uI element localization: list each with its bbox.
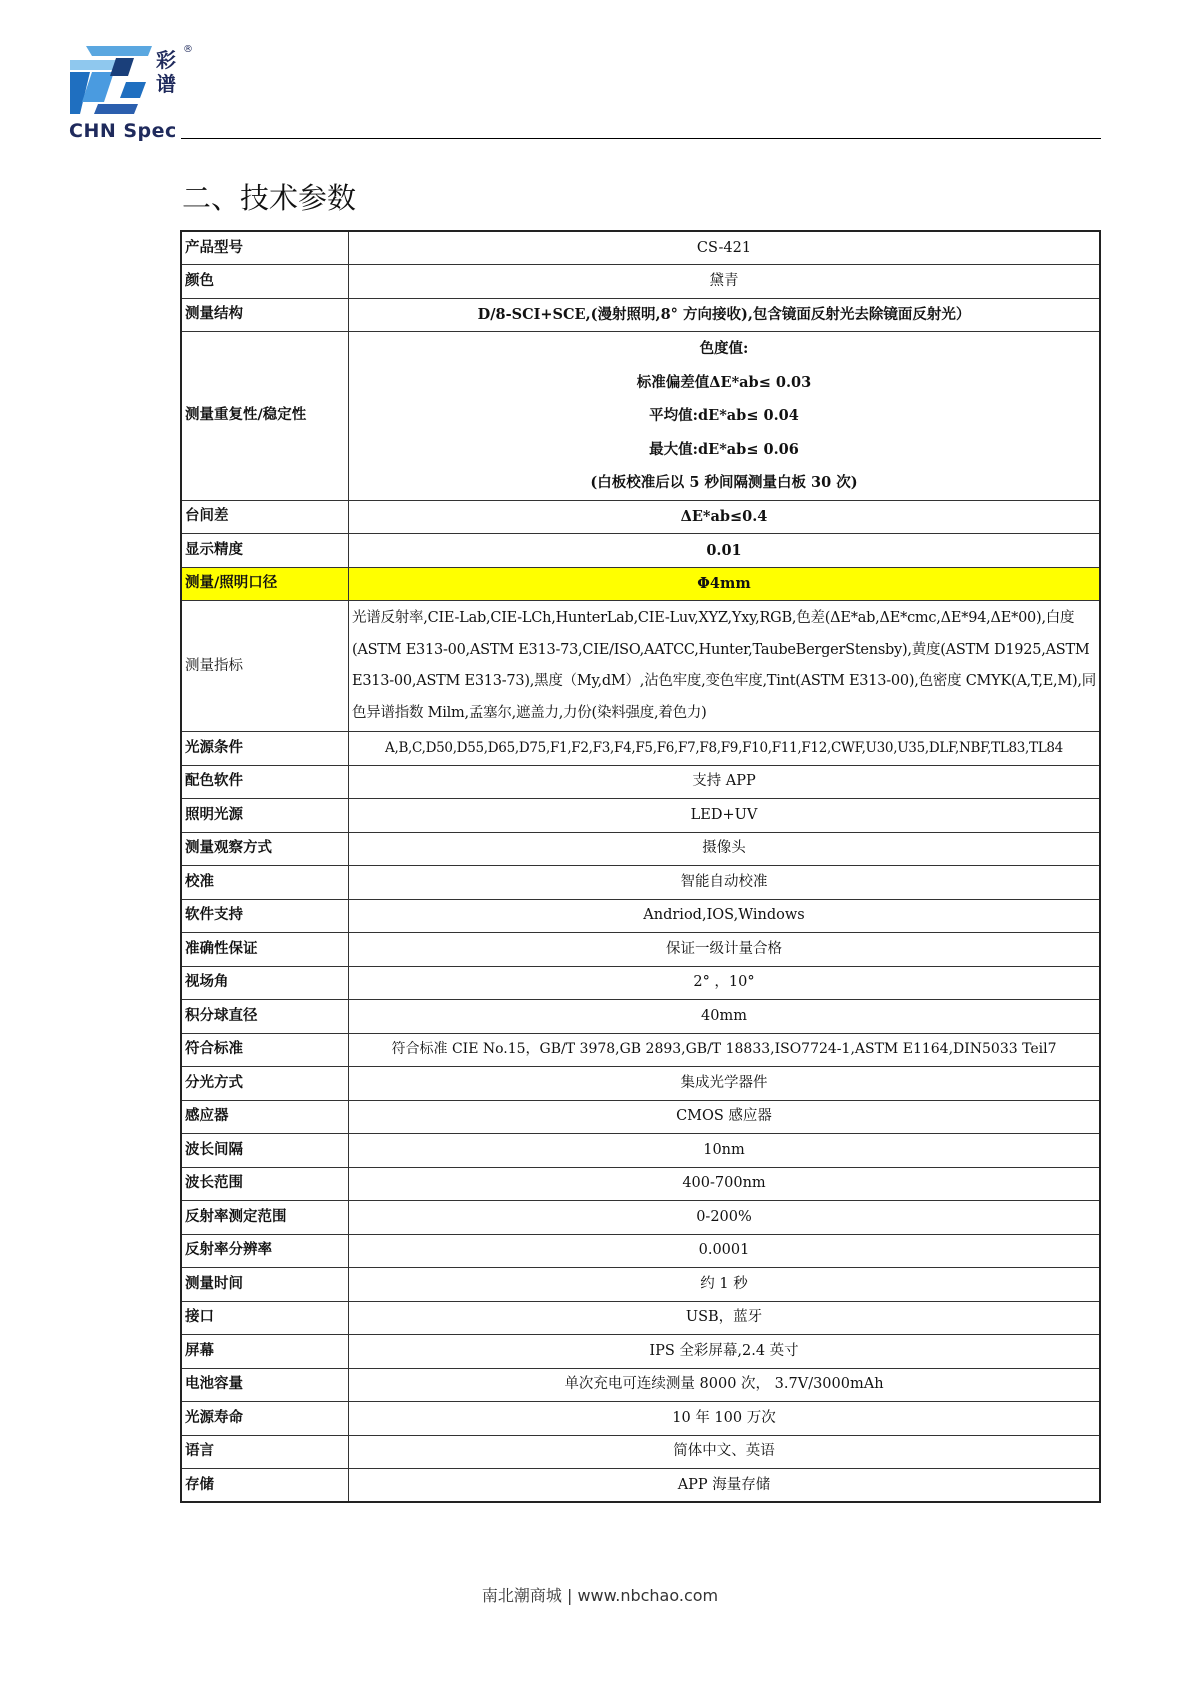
spec-value: 符合标准 CIE No.15，GB/T 3978,GB 2893,GB/T 18833,ISO7724-1,ASTM E1164,DIN5033 Teil7 bbox=[349, 1033, 1101, 1067]
table-row bbox=[181, 799, 1100, 833]
spec-label: 配色软件 bbox=[181, 765, 349, 799]
table-row bbox=[181, 1268, 1100, 1302]
spec-value: 0-200% bbox=[349, 1201, 1101, 1235]
spec-label: 分光方式 bbox=[181, 1067, 349, 1101]
spec-value: 集成光学器件 bbox=[349, 1067, 1101, 1101]
table-row bbox=[181, 1368, 1100, 1402]
table-row bbox=[181, 1435, 1100, 1469]
spec-label: 反射率测定范围 bbox=[181, 1201, 349, 1235]
table-row bbox=[181, 866, 1100, 900]
spec-value: 智能自动校准 bbox=[349, 866, 1101, 900]
spec-value: 10 年 100 万次 bbox=[349, 1402, 1101, 1436]
spec-value: 单次充电可连续测量 8000 次， 3.7V/3000mAh bbox=[349, 1368, 1101, 1402]
spec-value: ΔE*ab≤0.4 bbox=[349, 500, 1101, 534]
spec-value: 黛青 bbox=[349, 265, 1101, 299]
table-row bbox=[181, 933, 1100, 967]
spec-value: 简体中文、英语 bbox=[349, 1435, 1101, 1469]
brand-logo bbox=[69, 44, 193, 142]
registered-mark: ® bbox=[183, 44, 193, 55]
table-row bbox=[181, 601, 1100, 732]
table-row bbox=[181, 298, 1100, 332]
spec-label: 接口 bbox=[181, 1301, 349, 1335]
section-title: 二、技术参数 bbox=[182, 181, 357, 215]
table-row bbox=[181, 899, 1100, 933]
spec-label: 波长间隔 bbox=[181, 1134, 349, 1168]
table-row bbox=[181, 1402, 1100, 1436]
spec-label: 感应器 bbox=[181, 1100, 349, 1134]
table-row bbox=[181, 966, 1100, 1000]
table-row bbox=[181, 567, 1100, 601]
chn-spec-logo-icon bbox=[70, 46, 152, 114]
table-row bbox=[181, 1033, 1100, 1067]
table-row bbox=[181, 1301, 1100, 1335]
spec-label: 准确性保证 bbox=[181, 933, 349, 967]
spec-value-line: (白板校准后以 5 秒间隔测量白板 30 次) bbox=[590, 474, 858, 491]
spec-label: 光源寿命 bbox=[181, 1402, 349, 1436]
spec-value: USB，蓝牙 bbox=[349, 1301, 1101, 1335]
table-row bbox=[181, 534, 1100, 568]
spec-table bbox=[180, 230, 1101, 1503]
table-row bbox=[181, 1469, 1100, 1503]
spec-label: 积分球直径 bbox=[181, 1000, 349, 1034]
spec-label: 存储 bbox=[181, 1469, 349, 1503]
spec-label: 显示精度 bbox=[181, 534, 349, 568]
spec-label: 测量观察方式 bbox=[181, 832, 349, 866]
spec-value: 约 1 秒 bbox=[349, 1268, 1101, 1302]
spec-label: 电池容量 bbox=[181, 1368, 349, 1402]
table-row bbox=[181, 265, 1100, 299]
spec-value bbox=[349, 332, 1101, 501]
spec-label: 测量结构 bbox=[181, 298, 349, 332]
table-row bbox=[181, 1067, 1100, 1101]
spec-value: 光谱反射率,CIE-Lab,CIE-LCh,HunterLab,CIE-Luv,XYZ,Yxy,RGB,色差(ΔE*ab,ΔE*cmc,ΔE*94,ΔE*00),白度(ASTM E313-00,ASTM E313-73,CIE/ISO,AATCC,Hunter,TaubeBergerStensby),黄度(ASTM D1925,ASTM E313-00,ASTM E313-73),黑度（My,dM）,沾色牢度,变色牢度,Tint(ASTM E313-00),色密度 CMYK(A,T,E,M),同色异谱指数 Milm,孟塞尔,遮盖力,力份(染料强度,着色力) bbox=[349, 601, 1101, 732]
spec-label: 产品型号 bbox=[181, 231, 349, 265]
spec-value-line: 色度值: bbox=[699, 340, 749, 357]
table-row bbox=[181, 765, 1100, 799]
spec-value-line: 标准偏差值ΔE*ab≤ 0.03 bbox=[636, 373, 812, 391]
spec-value-line: 平均值:dE*ab≤ 0.04 bbox=[649, 407, 799, 424]
spec-label: 测量重复性/稳定性 bbox=[181, 332, 349, 501]
spec-value: Andriod,IOS,Windows bbox=[349, 899, 1101, 933]
spec-value: A,B,C,D50,D55,D65,D75,F1,F2,F3,F4,F5,F6,F7,F8,F9,F10,F11,F12,CWF,U30,U35,DLF,NBF,TL83,TL84 bbox=[349, 732, 1101, 766]
spec-label: 测量/照明口径 bbox=[181, 567, 349, 601]
spec-label: 软件支持 bbox=[181, 899, 349, 933]
spec-value: IPS 全彩屏幕,2.4 英寸 bbox=[349, 1335, 1101, 1369]
spec-label: 光源条件 bbox=[181, 732, 349, 766]
spec-value: 10nm bbox=[349, 1134, 1101, 1168]
table-row bbox=[181, 1335, 1100, 1369]
table-row bbox=[181, 1201, 1100, 1235]
spec-label: 屏幕 bbox=[181, 1335, 349, 1369]
spec-value: 0.01 bbox=[349, 534, 1101, 568]
spec-label: 符合标准 bbox=[181, 1033, 349, 1067]
table-row bbox=[181, 832, 1100, 866]
spec-value: 支持 APP bbox=[349, 765, 1101, 799]
spec-value: 摄像头 bbox=[349, 832, 1101, 866]
spec-label: 颜色 bbox=[181, 265, 349, 299]
spec-label: 校准 bbox=[181, 866, 349, 900]
spec-label: 视场角 bbox=[181, 966, 349, 1000]
spec-value: 400-700nm bbox=[349, 1167, 1101, 1201]
spec-label: 反射率分辨率 bbox=[181, 1234, 349, 1268]
spec-label: 波长范围 bbox=[181, 1167, 349, 1201]
spec-label: 照明光源 bbox=[181, 799, 349, 833]
table-row bbox=[181, 231, 1100, 265]
spec-value: 2° ，10° bbox=[349, 966, 1101, 1000]
spec-value: D/8-SCI+SCE,(漫射照明,8° 方向接收),包含镜面反射光去除镜面反射光） bbox=[349, 298, 1101, 332]
table-row bbox=[181, 1134, 1100, 1168]
spec-value-line: 最大值:dE*ab≤ 0.06 bbox=[649, 440, 799, 458]
logo-english-text: CHN Spec bbox=[69, 120, 177, 142]
spec-value: LED+UV bbox=[349, 799, 1101, 833]
table-row bbox=[181, 500, 1100, 534]
table-row bbox=[181, 1000, 1100, 1034]
spec-value: CS-421 bbox=[349, 231, 1101, 265]
spec-label: 测量指标 bbox=[181, 601, 349, 732]
spec-value: 40mm bbox=[349, 1000, 1101, 1034]
spec-value: CMOS 感应器 bbox=[349, 1100, 1101, 1134]
header-divider bbox=[181, 138, 1101, 139]
spec-value: 0.0001 bbox=[349, 1234, 1101, 1268]
table-row bbox=[181, 1234, 1100, 1268]
spec-value: APP 海量存储 bbox=[349, 1469, 1101, 1503]
table-row bbox=[181, 1100, 1100, 1134]
table-row bbox=[181, 332, 1100, 501]
spec-label: 测量时间 bbox=[181, 1268, 349, 1302]
table-row bbox=[181, 732, 1100, 766]
logo-chinese-text: 彩 谱 bbox=[156, 48, 176, 96]
spec-value: 保证一级计量合格 bbox=[349, 933, 1101, 967]
spec-label: 台间差 bbox=[181, 500, 349, 534]
page-footer: 南北潮商城 | www.nbchao.com bbox=[481, 1586, 719, 1605]
table-row bbox=[181, 1167, 1100, 1201]
spec-value: Φ4mm bbox=[349, 567, 1101, 601]
spec-label: 语言 bbox=[181, 1435, 349, 1469]
